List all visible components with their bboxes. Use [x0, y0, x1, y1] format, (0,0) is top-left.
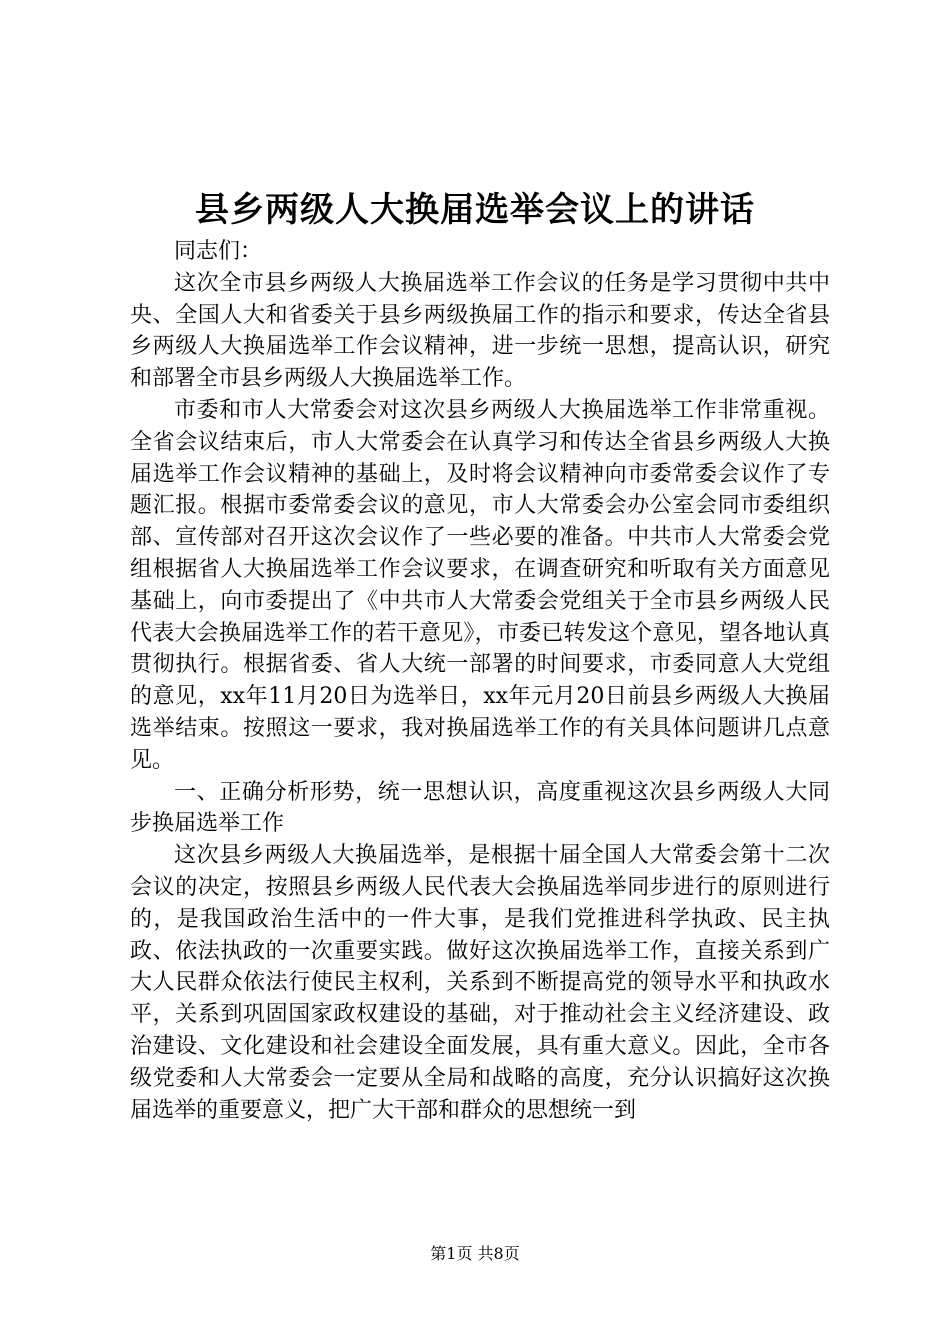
body-paragraph: 这次县乡两级人大换届选举，是根据十届全国人大常委会第十二次会议的决定，按照县乡两级人民代表大会换届选举同步进行的原则进行的，是我国政治生活中的一件大事，是我们党推进科学执政、民主执政、依法执政的一次重要实践。做好这次换届选举工作，直接关系到广大人民群众依法行使民主权利，关系到不断提高党的领导水平和执政水平，关系到巩固国家政权建设的基础，对于推动社会主义经济建设、政治建设、文化建设和社会建设全面发展，具有重大意义。因此，全市各级党委和人大常委会一定要从全局和战略的高度，充分认识搞好这次换届选举的重要意义，把广大干部和群众的思想统一到 — [130, 843, 830, 1123]
section-heading-paragraph: 一、正确分析形势，统一思想认识，高度重视这次县乡两级人大同步换届选举工作 — [130, 779, 830, 837]
document-body — [130, 236, 830, 1126]
body-paragraph: 这次全市县乡两级人大换届选举工作会议的任务是学习贯彻中共中央、全国人大和省委关于县乡两级换届工作的指示和要求，传达全省县乡两级人大换届选举工作会议精神，进一步统一思想，提高认识，研究和部署全市县乡两级人大换届选举工作。 — [130, 270, 830, 392]
salutation-paragraph: 同志们： — [174, 239, 263, 264]
page-footer: 第1页 共8页 — [430, 1244, 520, 1263]
document-title: 县乡两级人大换届选举会议上的讲话 — [195, 190, 755, 230]
body-paragraph: 市委和市人大常委会对这次县乡两级人大换届选举工作非常重视。全省会议结束后，市人大常委会在认真学习和传达全省县乡两级人大换届选举工作会议精神的基础上，及时将会议精神向市委常委会议作了专题汇报。根据市委常委会议的意见，市人大常委会办公室会同市委组织部、宣传部对召开这次会议作了一些必要的准备。中共市人大常委会党组根据省人大换届选举工作会议要求，在调查研究和听取有关方面意见基础上，向市委提出了《中共市人大常委会党组关于全市县乡两级人民代表大会换届选举工作的若干意见》，市委已转发这个意见，望各地认真贯彻执行。根据省委、省人大统一部署的时间要求，市委同意人大党组的意见，xx年11月20日为选举日，xx年元月20日前县乡两级人大换届选举结束。按照这一要求，我对换届选举工作的有关具体问题讲几点意见。 — [130, 397, 830, 773]
